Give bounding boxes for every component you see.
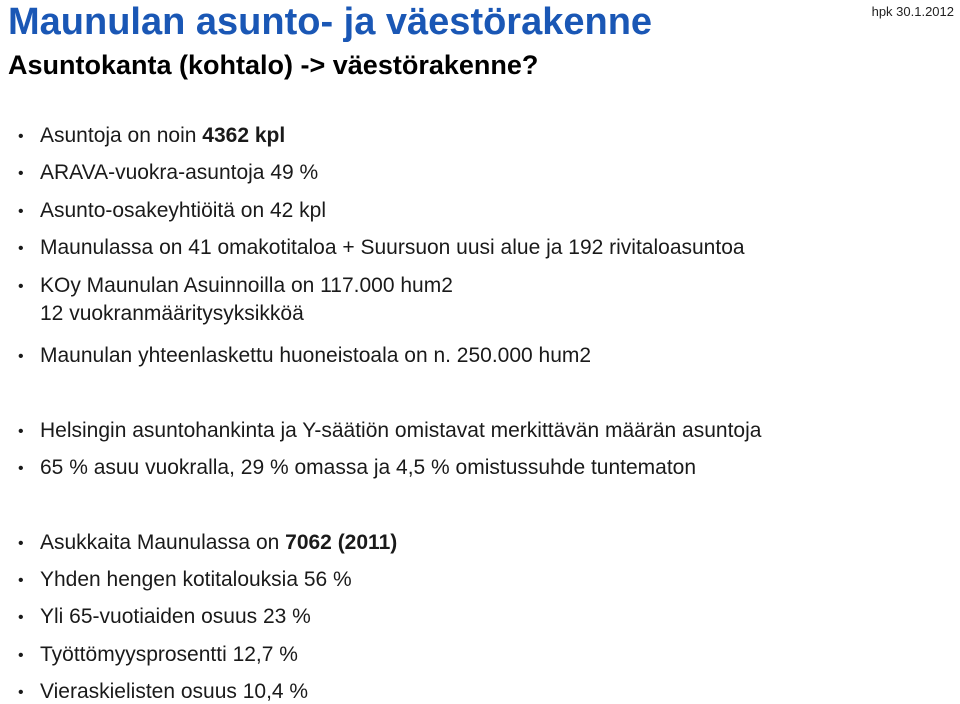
bullet-text: Helsingin asuntohankinta ja Y-säätiön omistavat merkittävän määrän asuntoja	[40, 419, 762, 442]
bullet-item	[18, 642, 298, 669]
bullet-text: Työttömyysprosentti 12,7 %	[40, 643, 298, 666]
bullet-symbol: •	[18, 203, 24, 220]
bullet-symbol: •	[18, 535, 24, 552]
bullet-symbol: •	[18, 165, 24, 182]
bullet-symbol: •	[18, 647, 24, 664]
bullet-text: 65 % asuu vuokralla, 29 % omassa ja 4,5 % omistussuhde tuntematon	[40, 456, 697, 479]
bullet-text: Maunulan yhteenlaskettu huoneistoala on n. 250.000 hum2	[40, 344, 592, 367]
bullet-item	[18, 235, 745, 262]
bullet-item	[18, 530, 397, 557]
bullet-text: Maunulassa on 41 omakotitaloa + Suursuon uusi alue ja 192 rivitaloasuntoa	[40, 236, 745, 259]
bullet-text: Asukkaita Maunulassa on 7062 (2011)	[40, 531, 398, 554]
bullet-symbol: •	[18, 348, 24, 365]
bullet-symbol: •	[18, 460, 24, 477]
bullet-item	[18, 123, 285, 150]
bullet-text: ARAVA-vuokra-asuntoja 49 %	[40, 161, 319, 184]
bullet-symbol: •	[18, 572, 24, 589]
bullet-item	[18, 455, 696, 482]
bullet-symbol: •	[18, 128, 24, 145]
bullet-symbol: •	[18, 240, 24, 257]
bullet-item	[18, 198, 326, 225]
bullet-text: Yhden hengen kotitalouksia 56 %	[40, 568, 352, 591]
slide-title: Maunulan asunto- ja väestörakenne	[8, 1, 653, 43]
bullet-symbol: •	[18, 684, 24, 701]
bullet-item	[18, 160, 318, 187]
bullet-symbol: •	[18, 278, 24, 295]
bullet-text: Asunto-osakeyhtiöitä on 42 kpl	[40, 199, 327, 222]
bullet-item	[18, 567, 352, 594]
bullet-symbol: •	[18, 609, 24, 626]
bullet-text: Yli 65-vuotiaiden osuus 23 %	[40, 605, 311, 628]
bullet-continuation-line: 12 vuokranmääritysyksikköä	[40, 302, 304, 325]
bullet-item	[18, 343, 591, 370]
bullet-text: Vieraskielisten osuus 10,4 %	[40, 680, 309, 703]
bullet-item	[18, 418, 761, 445]
bullet-item	[18, 604, 311, 631]
bullet-text: Asuntoja on noin 4362 kpl	[40, 124, 286, 147]
bullet-item	[18, 679, 308, 704]
slide-date: hpk 30.1.2012	[871, 4, 954, 19]
bullet-text: KOy Maunulan Asuinnoilla on 117.000 hum2	[40, 274, 453, 297]
slide-subtitle: Asuntokanta (kohtalo) -> väestörakenne?	[8, 50, 539, 80]
bullet-symbol: •	[18, 423, 24, 440]
bullet-item	[18, 273, 453, 300]
